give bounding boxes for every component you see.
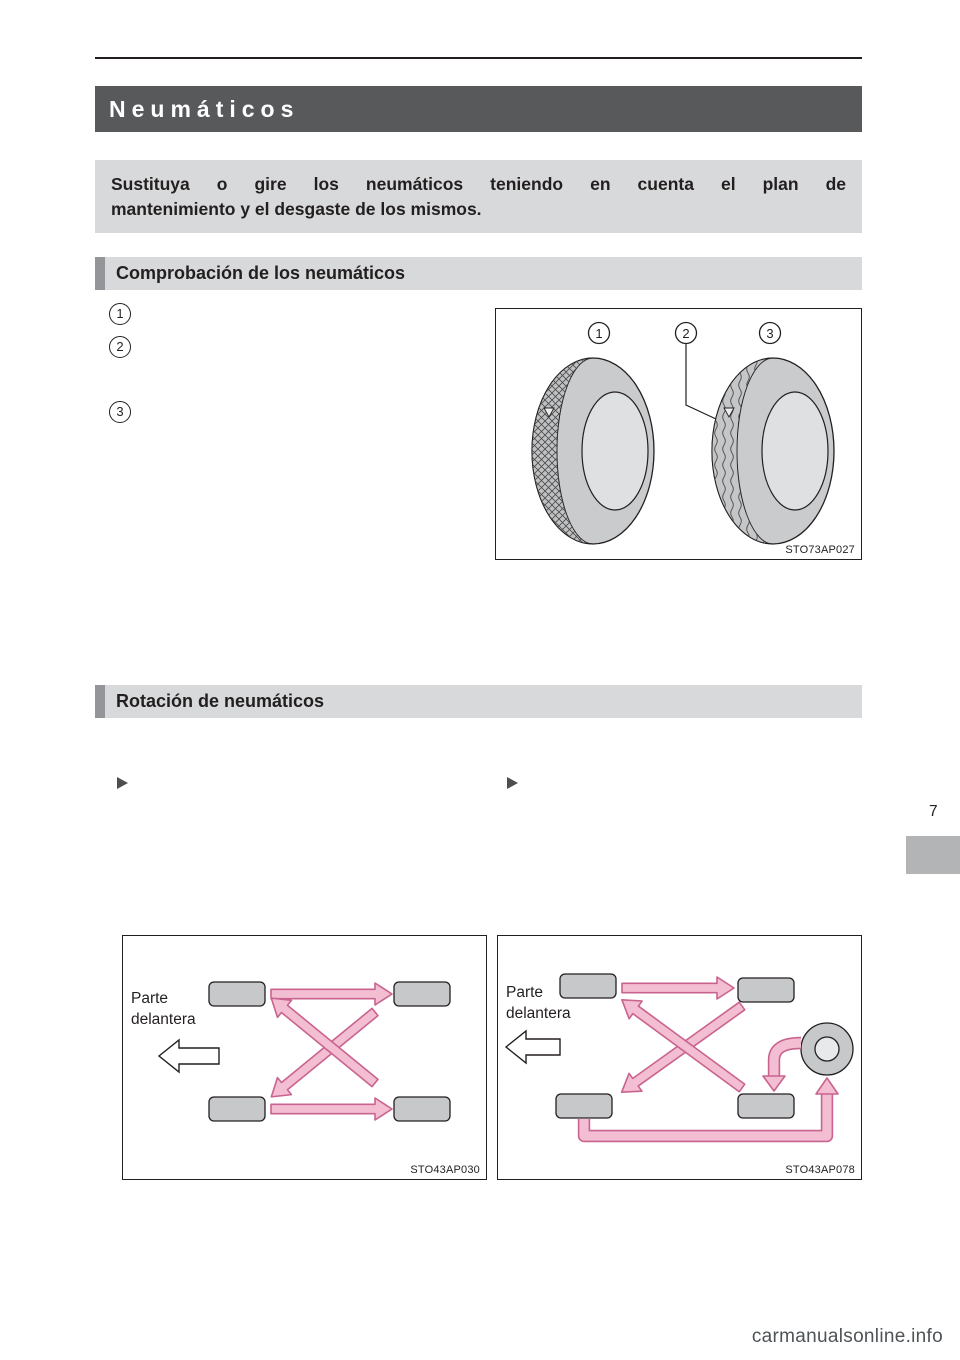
figure-callout-3: 3 xyxy=(766,326,774,341)
chapter-title: Neumáticos xyxy=(109,96,300,122)
section-heading-text: Rotación de neumáticos xyxy=(116,691,325,711)
tire-worn-illustration xyxy=(712,358,834,544)
figure-callout-2: 2 xyxy=(682,326,690,341)
figure-code: STO43AP078 xyxy=(785,1164,855,1176)
tire-rear-right xyxy=(394,1097,450,1121)
tire-check-drawing xyxy=(496,309,861,559)
summary-text-line2: mantenimiento y el desgaste de los mismos. xyxy=(111,198,482,219)
bullet-arrow-icon xyxy=(117,777,128,789)
callout-leader-line xyxy=(686,344,716,419)
list-number-badge-2: 2 xyxy=(109,336,131,358)
rotation-4tire-drawing xyxy=(123,936,486,1179)
section-heading-rotation xyxy=(95,685,862,718)
rotation-5tire-drawing xyxy=(498,936,861,1179)
tire-front-right xyxy=(556,1094,612,1118)
site-watermark: carmanualsonline.info xyxy=(751,1326,943,1347)
front-direction-label: Parte delantera xyxy=(131,990,196,1028)
front-direction-arrow-icon xyxy=(159,1040,219,1072)
section-heading-check xyxy=(95,257,862,290)
section-tab xyxy=(906,836,960,874)
spare-tire xyxy=(801,1023,853,1075)
figure-rotation-4tire xyxy=(122,935,487,1180)
section-heading-text: Comprobación de los neumáticos xyxy=(116,263,406,283)
page-header-rule xyxy=(95,57,862,59)
front-direction-arrow-icon xyxy=(506,1031,560,1063)
tire-rear-left xyxy=(394,982,450,1006)
summary-text-line1: Sustituya o gire los neumáticos teniendo en cuenta el plan de xyxy=(111,174,846,194)
heading-accent-bar xyxy=(95,685,105,718)
figure-code: STO43AP030 xyxy=(410,1164,480,1176)
tire-rear-left xyxy=(738,978,794,1002)
front-direction-label: Parte delantera xyxy=(506,984,571,1022)
tire-new-illustration xyxy=(532,358,654,544)
summary-callout xyxy=(95,160,862,233)
section-number: 7 xyxy=(929,803,938,820)
chapter-title-bar xyxy=(95,86,862,132)
heading-accent-bar xyxy=(95,257,105,290)
figure-code: STO73AP027 xyxy=(785,544,855,556)
figure-rotation-5tire xyxy=(497,935,862,1180)
spare-out-arrow xyxy=(584,1078,838,1136)
tire-front-left xyxy=(209,982,265,1006)
spare-in-arrow xyxy=(763,1043,801,1091)
figure-callouts xyxy=(589,323,781,344)
tire-front-right xyxy=(209,1097,265,1121)
bullet-arrow-icon xyxy=(507,777,518,789)
list-number-badge-1: 1 xyxy=(109,303,131,325)
figure-tire-check xyxy=(495,308,862,560)
list-number-badge-3: 3 xyxy=(109,401,131,423)
rotation-arrows xyxy=(264,983,392,1120)
figure-callout-1: 1 xyxy=(595,326,603,341)
rotation-arrows xyxy=(584,977,838,1136)
tire-positions xyxy=(556,974,794,1118)
tire-rear-right xyxy=(738,1094,794,1118)
